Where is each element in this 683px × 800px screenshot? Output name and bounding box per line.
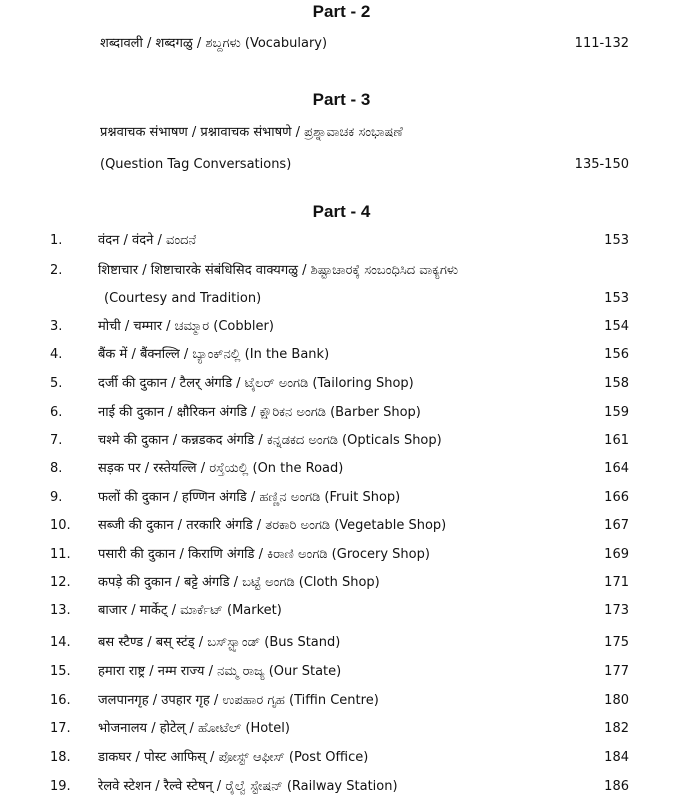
part-3-heading: Part - 3 (312, 90, 371, 109)
entry-title: रेलवे स्टेशन / रैल्वे स्टेषन् / ರೈಲ್ವೆ ಸ್ಟೇಷನ್ (Railway Station) (98, 779, 398, 794)
entry-number: 12. (50, 575, 71, 590)
entry-title: मोची / चम्मार / ಚಮ್ಮಾರ (Cobbler) (98, 319, 274, 334)
entry-title: सड़क पर / रस्तेयल्लि / ರಸ್ತೆಯಲ್ಲಿ (On the Road) (98, 461, 344, 476)
entry-number: 9. (50, 490, 63, 505)
entry-title: वंदन / वंदने / ವಂದನೆ (98, 233, 197, 248)
part-4-heading: Part - 4 (312, 202, 371, 221)
entry-title: दर्जी की दुकान / टैलर् अंगडि / ಟೈಲರ್ ಅಂಗಡಿ (Tailoring Shop) (98, 376, 414, 391)
entry-number: 3. (50, 319, 63, 334)
entry-title: बस स्टैण्ड / बस् स्टंड् / ಬಸ್‌ಸ್ಟ್ಯಾಂಡ್ (Bus Stand) (98, 635, 341, 650)
entry-page: 159 (604, 405, 629, 420)
entry-title: कपड़े की दुकान / बट्टे अंगडि / ಬಟ್ಟೆ ಅಂಗಡಿ (Cloth Shop) (98, 575, 380, 590)
part-2-entry-page: 111-132 (574, 36, 629, 51)
entry-title: हमारा राष्ट्र / नम्म राज्य / ನಮ್ಮ ರಾಜ್ಯ (Our State) (98, 664, 342, 679)
part-3-entry-title: प्रश्नवाचक संभाषण / प्रश्नावाचक संभाषणे / ಪ್ರಶ್ನಾವಾಚಕ ಸಂಭಾಷಣೆ (100, 125, 403, 140)
entry-title: डाकघर / पोस्ट आफिस् / ಪೋಸ್ಟ್ ಆಫೀಸ್ (Post Office) (98, 750, 369, 765)
entry-number: 5. (50, 376, 63, 391)
entry-number: 8. (50, 461, 63, 476)
entry-title: शिष्टाचार / शिष्टाचारके संबंधिसिद वाक्यगळु / ಶಿಷ್ಟಾಚಾರಕ್ಕೆ ಸಂಬಂಧಿಸಿದ ವಾಕ್ಯಗಳು (98, 263, 459, 278)
entry-page: 180 (604, 693, 629, 708)
entry-number: 17. (50, 721, 71, 736)
entry-page: 164 (604, 461, 629, 476)
entry-title: सब्जी की दुकान / तरकारि अंगडि / ತರಕಾರಿ ಅಂಗಡಿ (Vegetable Shop) (98, 518, 447, 533)
entry-number: 6. (50, 405, 63, 420)
part-3-entry-subtitle: (Question Tag Conversations) (100, 157, 292, 172)
entry-page: 186 (604, 779, 629, 794)
entry-number: 16. (50, 693, 71, 708)
entry-page: 158 (604, 376, 629, 391)
entry-title: पसारी की दुकान / किराणि अंगडि / ಕಿರಾಣಿ ಅಂಗಡಿ (Grocery Shop) (98, 547, 430, 562)
entry-page: 167 (604, 518, 629, 533)
entry-page: 153 (604, 291, 629, 306)
entry-title: बैंक में / बैंक्नल्लि / ಬ್ಯಾಂಕ್‌ನಲ್ಲಿ (In the Bank) (98, 347, 330, 362)
entry-title: नाई की दुकान / क्षौरिकन अंगडि / ಕ್ಷೌರಿಕನ ಅಂಗಡಿ (Barber Shop) (98, 405, 421, 420)
part-2-entry-title: शब्दावली / शब्दगळु / ಶಬ್ದಗಳು (Vocabulary) (100, 36, 328, 51)
entry-subtitle: (Courtesy and Tradition) (104, 291, 262, 306)
entry-number: 1. (50, 233, 63, 248)
entry-page: 171 (604, 575, 629, 590)
entry-title: फलों की दुकान / हण्णिन अंगडि / ಹಣ್ಣಿನ ಅಂಗಡಿ (Fruit Shop) (98, 490, 401, 505)
entry-page: 166 (604, 490, 629, 505)
entry-number: 14. (50, 635, 71, 650)
entry-title: बाजार / मार्केट् / ಮಾರ್ಕೆಟ್ (Market) (98, 603, 282, 618)
entry-number: 15. (50, 664, 71, 679)
entry-title: जलपानगृह / उपहार गृह / ಉಪಹಾರ ಗೃಹ (Tiffin Centre) (98, 693, 379, 708)
entry-number: 2. (50, 263, 63, 278)
entry-number: 18. (50, 750, 71, 765)
entry-number: 7. (50, 433, 63, 448)
entry-page: 182 (604, 721, 629, 736)
entry-page: 169 (604, 547, 629, 562)
entry-page: 154 (604, 319, 629, 334)
entry-number: 11. (50, 547, 71, 562)
entry-page: 153 (604, 233, 629, 248)
entry-page: 177 (604, 664, 629, 679)
entry-number: 10. (50, 518, 71, 533)
part-3-entry-page: 135-150 (574, 157, 629, 172)
entry-page: 156 (604, 347, 629, 362)
entry-number: 4. (50, 347, 63, 362)
entry-page: 173 (604, 603, 629, 618)
entry-page: 175 (604, 635, 629, 650)
entry-number: 19. (50, 779, 71, 794)
part-2-heading: Part - 2 (312, 2, 371, 21)
entry-page: 161 (604, 433, 629, 448)
entry-title: चश्मे की दुकान / कन्नडकद अंगडि / ಕನ್ನಡಕದ ಅಂಗಡಿ (Opticals Shop) (98, 433, 442, 448)
entry-page: 184 (604, 750, 629, 765)
entry-title: भोजनालय / होटेल् / ಹೋಟೆಲ್ (Hotel) (98, 721, 290, 736)
entry-number: 13. (50, 603, 71, 618)
